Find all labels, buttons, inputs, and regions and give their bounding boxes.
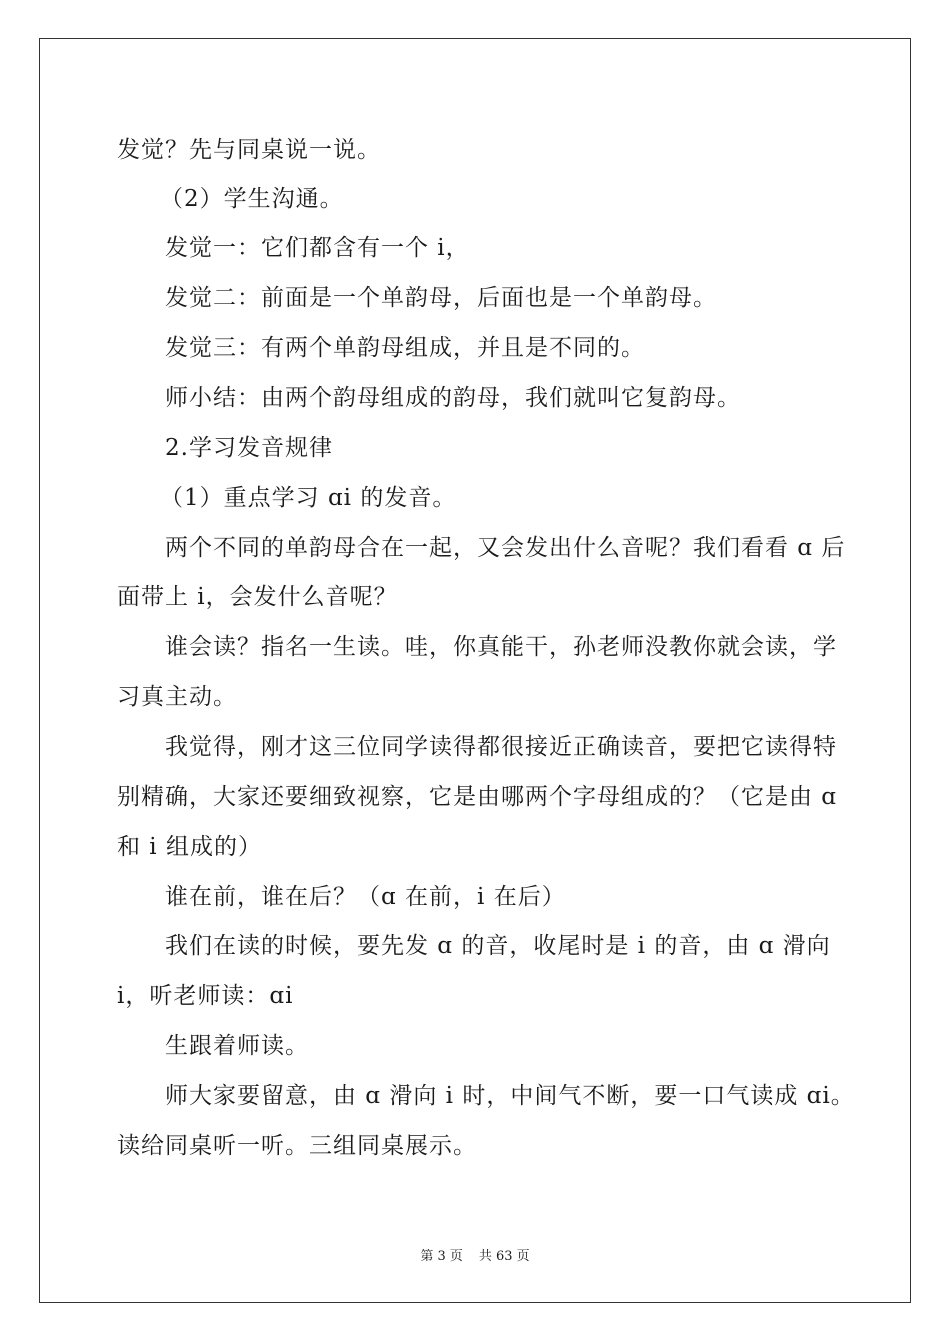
text-line: 发觉一：它们都含有一个 i， [165,235,470,261]
text-line: 发觉三：有两个单韵母组成，并且是不同的。 [165,335,645,361]
text-line: 面带上 i，会发什么音呢？ [117,584,398,610]
text-line: 和 i 组成的） [117,834,262,860]
text-line: 发觉？先与同桌说一说。 [117,137,381,163]
text-line: 我觉得，刚才这三位同学读得都很接近正确读音，要把它读得特 [165,734,837,760]
text-line: （2）学生沟通。 [160,186,344,212]
text-line: 我们在读的时候，要先发 ɑ 的音，收尾时是 i 的音，由 ɑ 滑向 [165,933,831,959]
text-line: 生跟着师读。 [165,1033,309,1059]
page-border [39,38,911,1303]
text-line: 读给同桌听一听。三组同桌展示。 [117,1133,477,1159]
text-line: 习真主动。 [117,684,237,710]
page-total: 共 63 页 [478,1249,530,1264]
text-line: 师小结：由两个韵母组成的韵母，我们就叫它复韵母。 [165,385,741,411]
page-footer [0,1248,950,1266]
text-line: i，听老师读：ɑi [117,983,294,1009]
text-line: （1）重点学习 ɑi 的发音。 [160,485,457,511]
page-number: 第 3 页 [420,1249,463,1264]
text-line: 别精确，大家还要细致视察，它是由哪两个字母组成的？（它是由 ɑ [117,784,838,810]
text-line: 两个不同的单韵母合在一起，又会发出什么音呢？我们看看 ɑ 后 [165,535,846,561]
text-line: 谁会读？指名一生读。哇，你真能干，孙老师没教你就会读，学 [165,634,837,660]
section-heading: 2.学习发音规律 [165,435,333,461]
text-line: 发觉二：前面是一个单韵母，后面也是一个单韵母。 [165,285,717,311]
text-line: 师大家要留意，由 ɑ 滑向 i 时，中间气不断，要一口气读成 ɑi。 [165,1083,855,1109]
text-line: 谁在前，谁在后？（ɑ 在前，i 在后） [165,884,566,910]
